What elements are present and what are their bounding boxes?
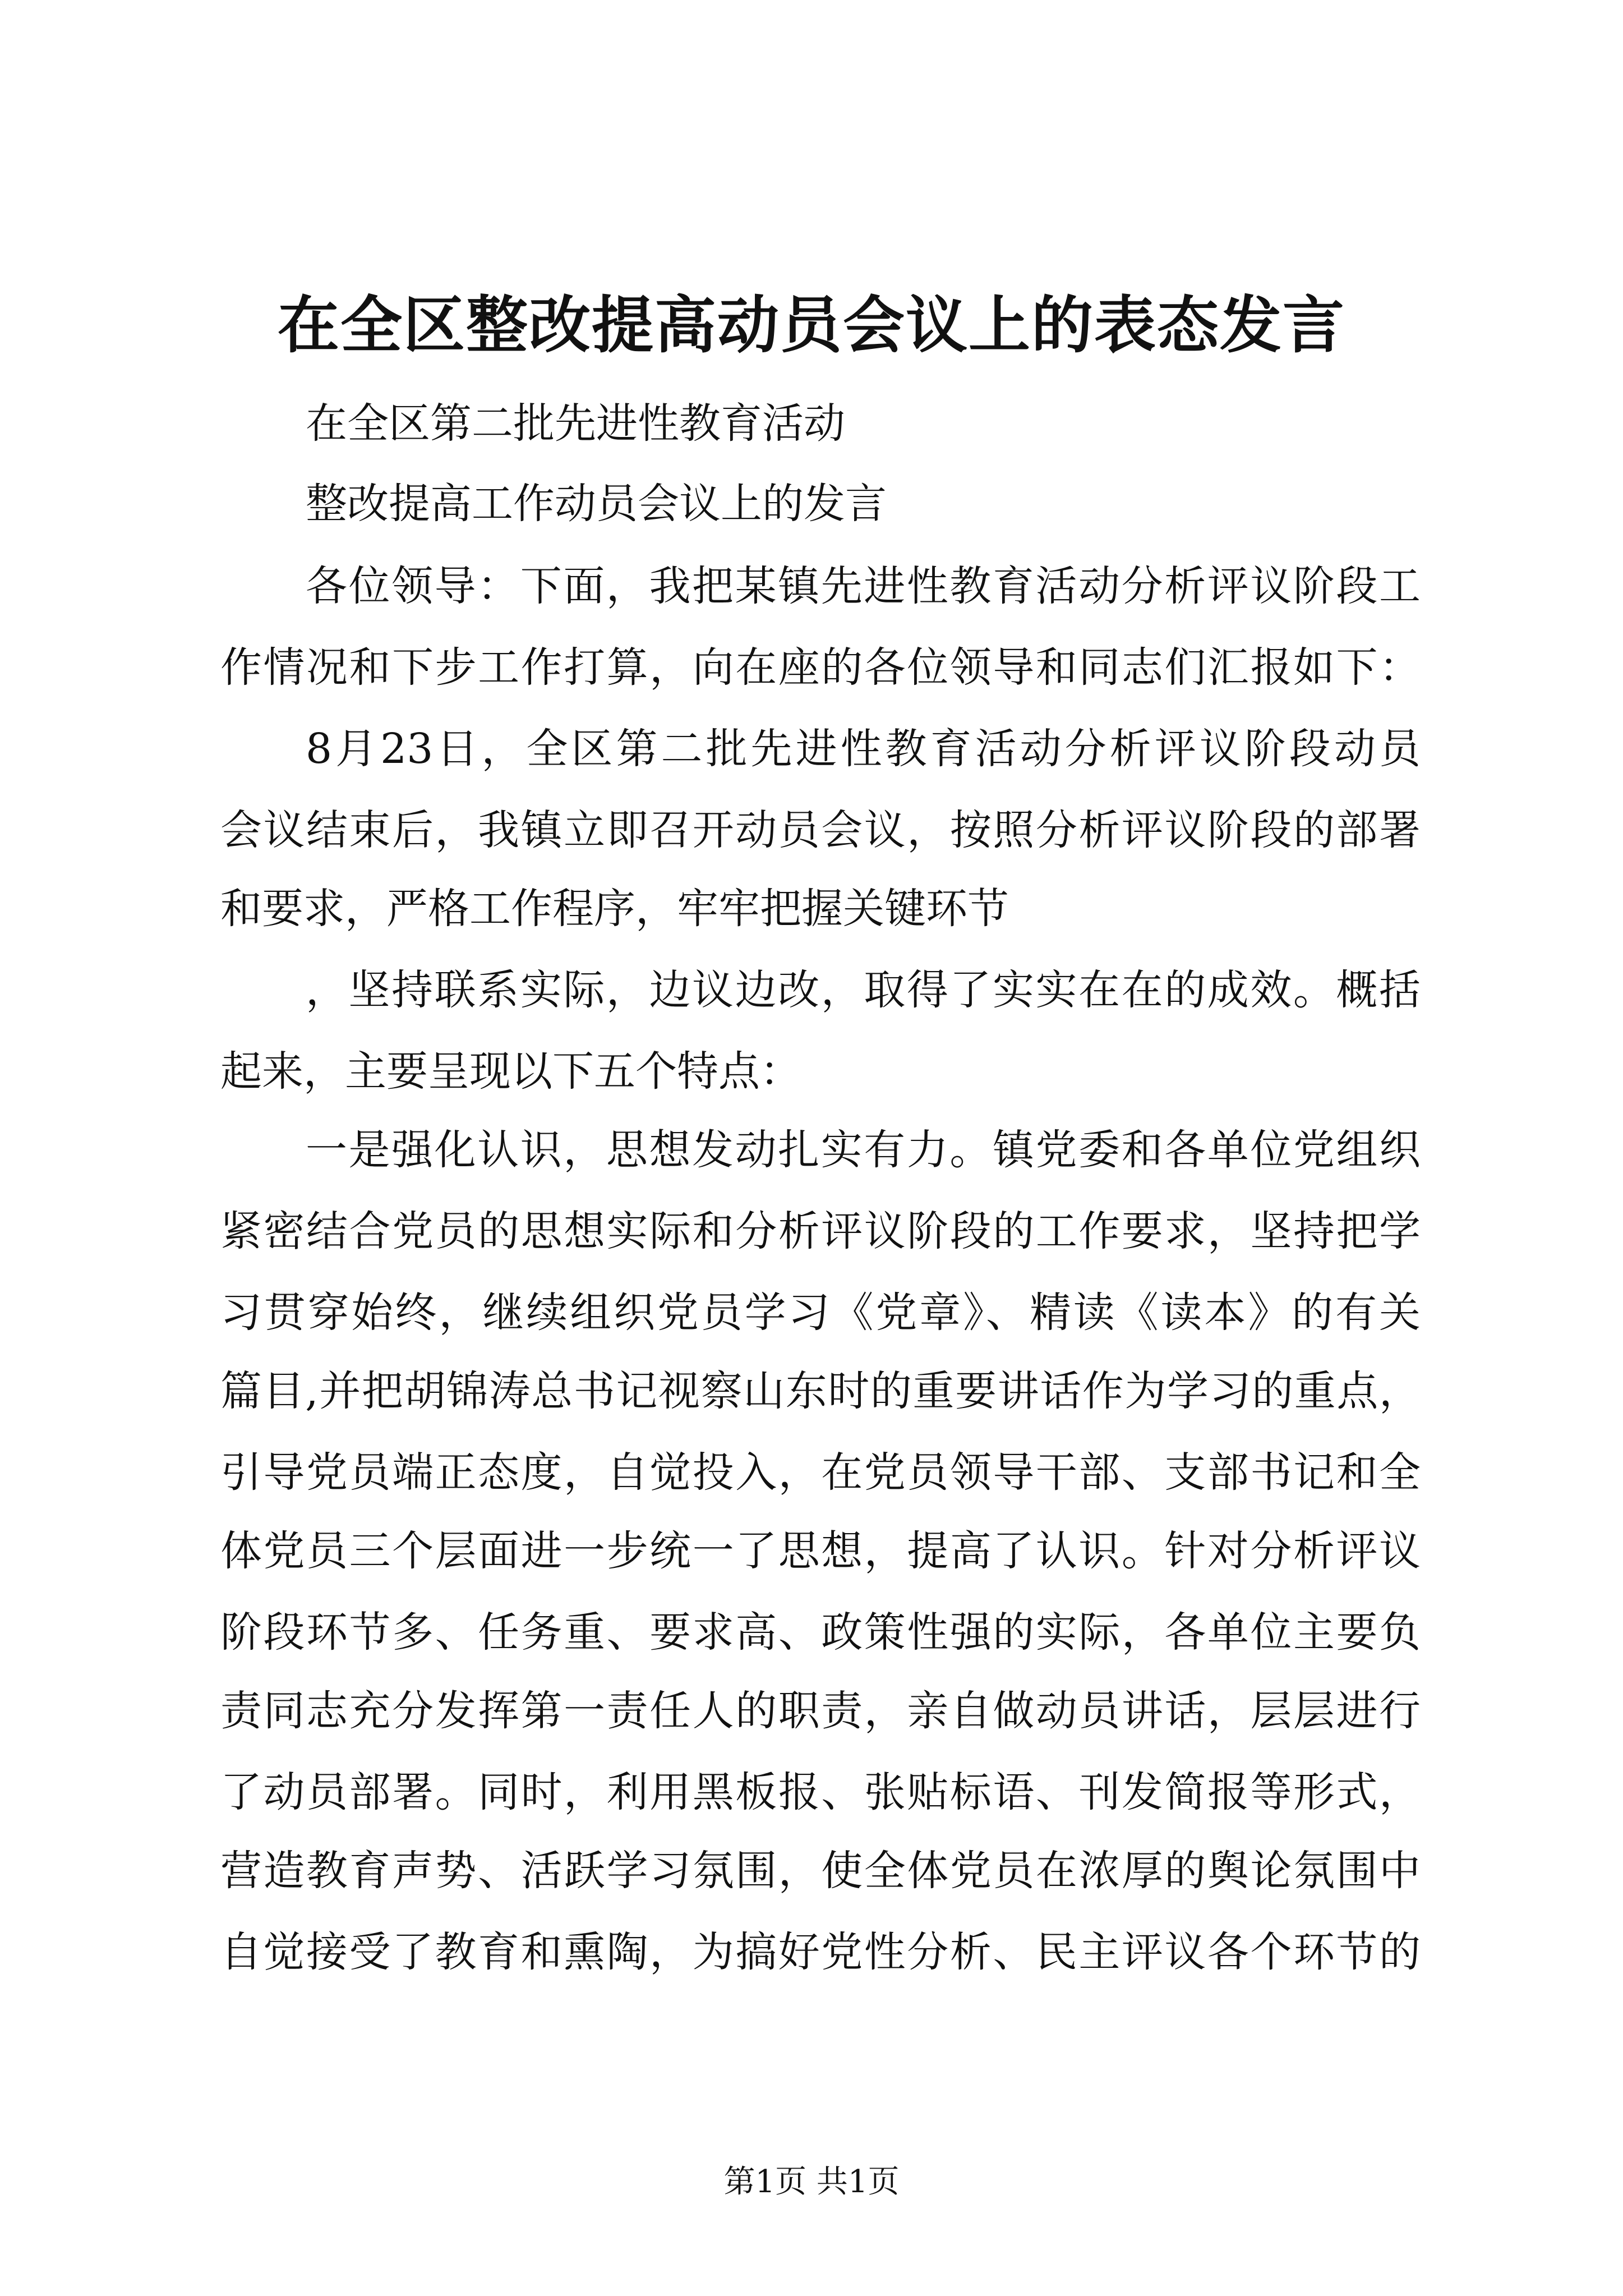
body-line: 一是强化认识，思想发动扎实有力。镇党委和各单位党组织 — [306, 1126, 1421, 1174]
body-line: 体党员三个层面进一步统一了思想，提高了认识。针对分析评议 — [220, 1527, 1421, 1575]
body-line: 责同志充分发挥第一责任人的职责，亲自做动员讲话，层层进行 — [220, 1687, 1421, 1735]
body-line: 会议结束后，我镇立即召开动员会议，按照分析评议阶段的部署 — [220, 806, 1421, 854]
body-line: 营造教育声势、活跃学习氛围，使全体党员在浓厚的舆论氛围中 — [220, 1847, 1421, 1895]
body-line: 整改提高工作动员会议上的发言 — [306, 480, 887, 528]
body-line: 习贯穿始终，继续组织党员学习《党章》、精读《读本》的有关 — [220, 1289, 1421, 1337]
body-line: 和要求，严格工作程序，牢牢把握关键环节 — [220, 885, 1009, 933]
body-line: 紧密结合党员的思想实际和分析评议阶段的工作要求，坚持把学 — [220, 1207, 1421, 1255]
body-line: 自觉接受了教育和熏陶，为搞好党性分析、民主评议各个环节的 — [220, 1928, 1421, 1976]
body-line: ，坚持联系实际，边议边改，取得了实实在在的成效。概括 — [306, 966, 1421, 1014]
body-line: 各位领导：下面，我把某镇先进性教育活动分析评议阶段工 — [306, 562, 1421, 610]
body-line: 阶段环节多、任务重、要求高、政策性强的实际，各单位主要负 — [220, 1608, 1421, 1657]
body-line: 篇目,并把胡锦涛总书记视察山东时的重要讲话作为学习的重点， — [220, 1367, 1421, 1415]
body-line: 起来，主要呈现以下五个特点： — [220, 1047, 801, 1096]
body-line: 8月23日，全区第二批先进性教育活动分析评议阶段动员 — [306, 725, 1421, 773]
page-footer: 第1页 共1页 — [723, 2164, 900, 2200]
body-line: 了动员部署。同时，利用黑板报、张贴标语、刊发简报等形式， — [220, 1768, 1421, 1816]
body-line: 作情况和下步工作打算，向在座的各位领导和同志们汇报如下： — [220, 643, 1421, 692]
document-title: 在全区整改提高动员会议上的表态发言 — [278, 289, 1345, 361]
body-line: 引导党员端正态度，自觉投入，在党员领导干部、支部书记和全 — [220, 1448, 1421, 1497]
body-line: 在全区第二批先进性教育活动 — [306, 399, 845, 448]
